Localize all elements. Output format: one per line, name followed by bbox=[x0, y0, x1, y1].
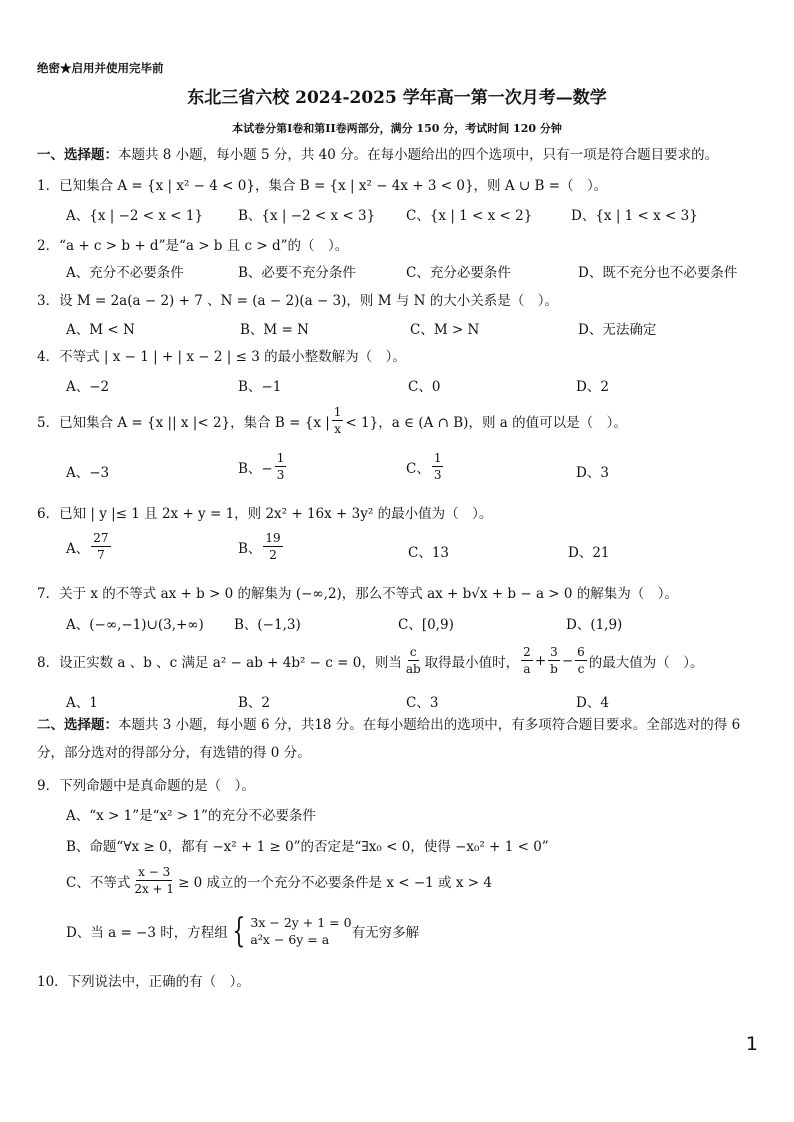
q3-option-d: D、无法确定 bbox=[578, 322, 657, 338]
q8-fraction-1 bbox=[404, 644, 423, 677]
q1-option-b: B、{x | −2 < x < 3} bbox=[238, 208, 376, 224]
page-title: 东北三省六校 2024-2025 学年高一第一次月考—数学 bbox=[187, 88, 607, 108]
q8-stem-part-b: 取得最小值时， bbox=[424, 654, 520, 671]
q6-option-a-den: 7 bbox=[97, 548, 105, 562]
section-2-text: 本题共 3 小题，每小题 6 分，共18 分。在每小题给出的选项中，有多项符合题目要求。全部选对的得 6 分，部分选对的得部分分，有选错的得 0 分。 bbox=[37, 717, 741, 761]
q5-option-d: D、3 bbox=[576, 465, 609, 481]
section-2-header bbox=[37, 711, 757, 767]
q8-fraction-2-den: a bbox=[523, 662, 531, 676]
q1-option-d: D、{x | 1 < x < 3} bbox=[571, 208, 698, 224]
q6-option-a-prefix: A、 bbox=[66, 540, 90, 557]
q2-option-b: B、必要不充分条件 bbox=[238, 265, 356, 281]
q5-option-b-den: 3 bbox=[276, 468, 285, 482]
q8-fraction-2-num: 2 bbox=[523, 645, 531, 659]
q5-fraction bbox=[332, 404, 344, 437]
section-1-text: 本题共 8 小题，每小题 5 分，共 40 分。在每小题给出的四个选项中，只有一项是符合题目要求的。 bbox=[118, 147, 719, 163]
q3-option-a: A、M < N bbox=[66, 322, 135, 338]
q8-stem-part-c: 的最大值为（ ）。 bbox=[588, 654, 704, 671]
section-1-header bbox=[37, 143, 718, 163]
q5-option-a: A、−3 bbox=[66, 465, 110, 481]
q4-option-b: B、−1 bbox=[238, 379, 282, 395]
question-9-stem: 9．下列命题中是真命题的是（ ）。 bbox=[37, 778, 255, 794]
q8-plus-sign: + bbox=[534, 652, 547, 669]
q8-fraction-3 bbox=[548, 644, 560, 677]
page-subtitle: 本试卷分第I卷和第II卷两部分，满分 150 分，考试时间 120 分钟 bbox=[232, 122, 562, 135]
q5-option-c bbox=[406, 450, 445, 483]
question-2-stem: 2．“a + c > b + d”是“a > b 且 c > d”的（ ）。 bbox=[37, 238, 349, 254]
q7-option-c: C、[0,9) bbox=[398, 617, 454, 633]
q5-option-b bbox=[238, 450, 288, 483]
q9-equation-system bbox=[228, 911, 352, 951]
q1-option-c: C、{x | 1 < x < 2} bbox=[406, 208, 533, 224]
q5-option-c-prefix: C、 bbox=[406, 460, 430, 477]
q6-option-b-fraction bbox=[263, 530, 282, 563]
q6-option-d: D、21 bbox=[568, 545, 610, 561]
q2-option-d: D、既不充分也不必要条件 bbox=[578, 265, 738, 281]
q2-option-c: C、充分必要条件 bbox=[406, 265, 511, 281]
section-1-heading: 一、选择题： bbox=[37, 147, 118, 163]
q6-option-a-fraction bbox=[91, 530, 110, 563]
q8-fraction-4-den: c bbox=[577, 662, 585, 676]
q8-fraction-2 bbox=[521, 644, 533, 677]
q3-option-c: C、M > N bbox=[410, 322, 480, 338]
q6-option-b bbox=[238, 530, 285, 563]
q4-option-d: D、2 bbox=[576, 379, 609, 395]
q8-fraction-1-den: ab bbox=[405, 662, 421, 676]
q8-fraction-1-num: c bbox=[409, 645, 417, 659]
section-2-heading: 二、选择题： bbox=[37, 717, 118, 733]
q8-fraction-3-num: 3 bbox=[550, 645, 558, 659]
question-8-stem bbox=[37, 644, 704, 677]
q9-option-c-suffix: ≥ 0 成立的一个充分不必要条件是 x < −1 或 x > 4 bbox=[178, 874, 492, 891]
q6-option-a bbox=[66, 530, 113, 563]
q9-option-d bbox=[66, 911, 420, 951]
q8-option-b: B、2 bbox=[238, 695, 271, 711]
q9-option-c-den: 2x + 1 bbox=[134, 882, 175, 896]
question-7-stem: 7．关于 x 的不等式 ax + b > 0 的解集为 (−∞,2)，那么不等式 ax + b√x + b − a > 0 的解集为（ ）。 bbox=[37, 586, 679, 602]
question-3-stem: 3．设 M = 2a(a − 2) + 7 、N = (a − 2)(a − 3)，则 M 与 N 的大小关系是（ ）。 bbox=[37, 293, 558, 309]
q9-option-c bbox=[66, 864, 492, 897]
q8-option-c: C、3 bbox=[406, 695, 439, 711]
q9-option-a: A、“x > 1”是“x² > 1”的充分不必要条件 bbox=[66, 808, 316, 824]
q8-option-a: A、1 bbox=[66, 695, 98, 711]
q5-fraction-den: x bbox=[334, 422, 341, 436]
q4-option-a: A、−2 bbox=[66, 379, 110, 395]
q7-option-a: A、(−∞,−1)∪(3,+∞) bbox=[66, 617, 204, 633]
question-6-stem: 6．已知 | y |≤ 1 且 2x + y = 1，则 2x² + 16x + 3y² 的最小值为（ ）。 bbox=[37, 506, 493, 522]
question-4-stem: 4．不等式 | x − 1 | + | x − 2 | ≤ 3 的最小整数解为（ ）。 bbox=[37, 349, 406, 365]
q8-fraction-4 bbox=[575, 644, 587, 677]
q5-stem-part-b: < 1}，a ∈ (A ∩ B)，则 a 的值可以是（ ）。 bbox=[345, 414, 627, 431]
q9-equation-1: 3x − 2y + 1 = 0 bbox=[250, 915, 352, 930]
question-1-stem: 1．已知集合 A = {x | x² − 4 < 0}，集合 B = {x | x² − 4x + 3 < 0}，则 A ∪ B =（ ）。 bbox=[37, 178, 608, 194]
q9-option-c-prefix: C、不等式 bbox=[66, 874, 131, 891]
q5-fraction-num: 1 bbox=[333, 405, 342, 419]
q6-option-b-prefix: B、 bbox=[238, 540, 262, 557]
q8-fraction-4-num: 6 bbox=[577, 645, 585, 659]
q9-equation-2: a²x − 6y = a bbox=[250, 932, 330, 947]
q8-stem-part-a: 8．设正实数 a 、b 、c 满足 a² − ab + 4b² − c = 0，则当 bbox=[37, 654, 402, 671]
question-10-stem: 10．下列说法中，正确的有（ ）。 bbox=[37, 974, 250, 990]
q8-minus-sign: − bbox=[561, 652, 574, 669]
q5-option-b-fraction bbox=[275, 450, 287, 483]
q8-option-d: D、4 bbox=[576, 695, 609, 711]
q5-option-c-den: 3 bbox=[433, 468, 442, 482]
brace-symbol: { bbox=[232, 911, 246, 951]
q6-option-b-num: 19 bbox=[265, 531, 281, 545]
q9-option-d-prefix: D、当 a = −3 时，方程组 bbox=[66, 925, 228, 941]
page-number: 1 bbox=[745, 1033, 758, 1055]
confidential-mark: 绝密★启用并使用完毕前 bbox=[37, 61, 164, 75]
q6-option-c: C、13 bbox=[408, 545, 450, 561]
q4-option-c: C、0 bbox=[408, 379, 441, 395]
q3-option-b: B、M = N bbox=[240, 322, 309, 338]
q5-option-b-prefix: B、− bbox=[238, 460, 273, 477]
q5-option-b-num: 1 bbox=[276, 451, 285, 465]
question-5-stem bbox=[37, 404, 627, 437]
q9-option-d-suffix: 有无穷多解 bbox=[351, 925, 420, 941]
q2-option-a: A、充分不必要条件 bbox=[66, 265, 184, 281]
q6-option-b-den: 2 bbox=[269, 548, 277, 562]
q7-option-b: B、(−1,3) bbox=[234, 617, 301, 633]
q9-option-b: B、命题“∀x ≥ 0，都有 −x² + 1 ≥ 0”的否定是“∃x₀ < 0，使得 −x₀² + 1 < 0” bbox=[66, 839, 549, 855]
q8-fraction-3-den: b bbox=[550, 662, 558, 676]
q6-option-a-num: 27 bbox=[93, 531, 109, 545]
q5-stem-part-a: 5．已知集合 A = {x || x |< 2}，集合 B = {x | bbox=[37, 414, 330, 431]
q1-option-a: A、{x | −2 < x < 1} bbox=[66, 208, 204, 224]
q5-option-c-fraction bbox=[432, 450, 444, 483]
q5-option-c-num: 1 bbox=[433, 451, 442, 465]
q9-option-c-fraction bbox=[132, 864, 176, 897]
q9-option-c-num: x − 3 bbox=[138, 865, 171, 879]
q7-option-d: D、(1,9) bbox=[566, 617, 623, 633]
